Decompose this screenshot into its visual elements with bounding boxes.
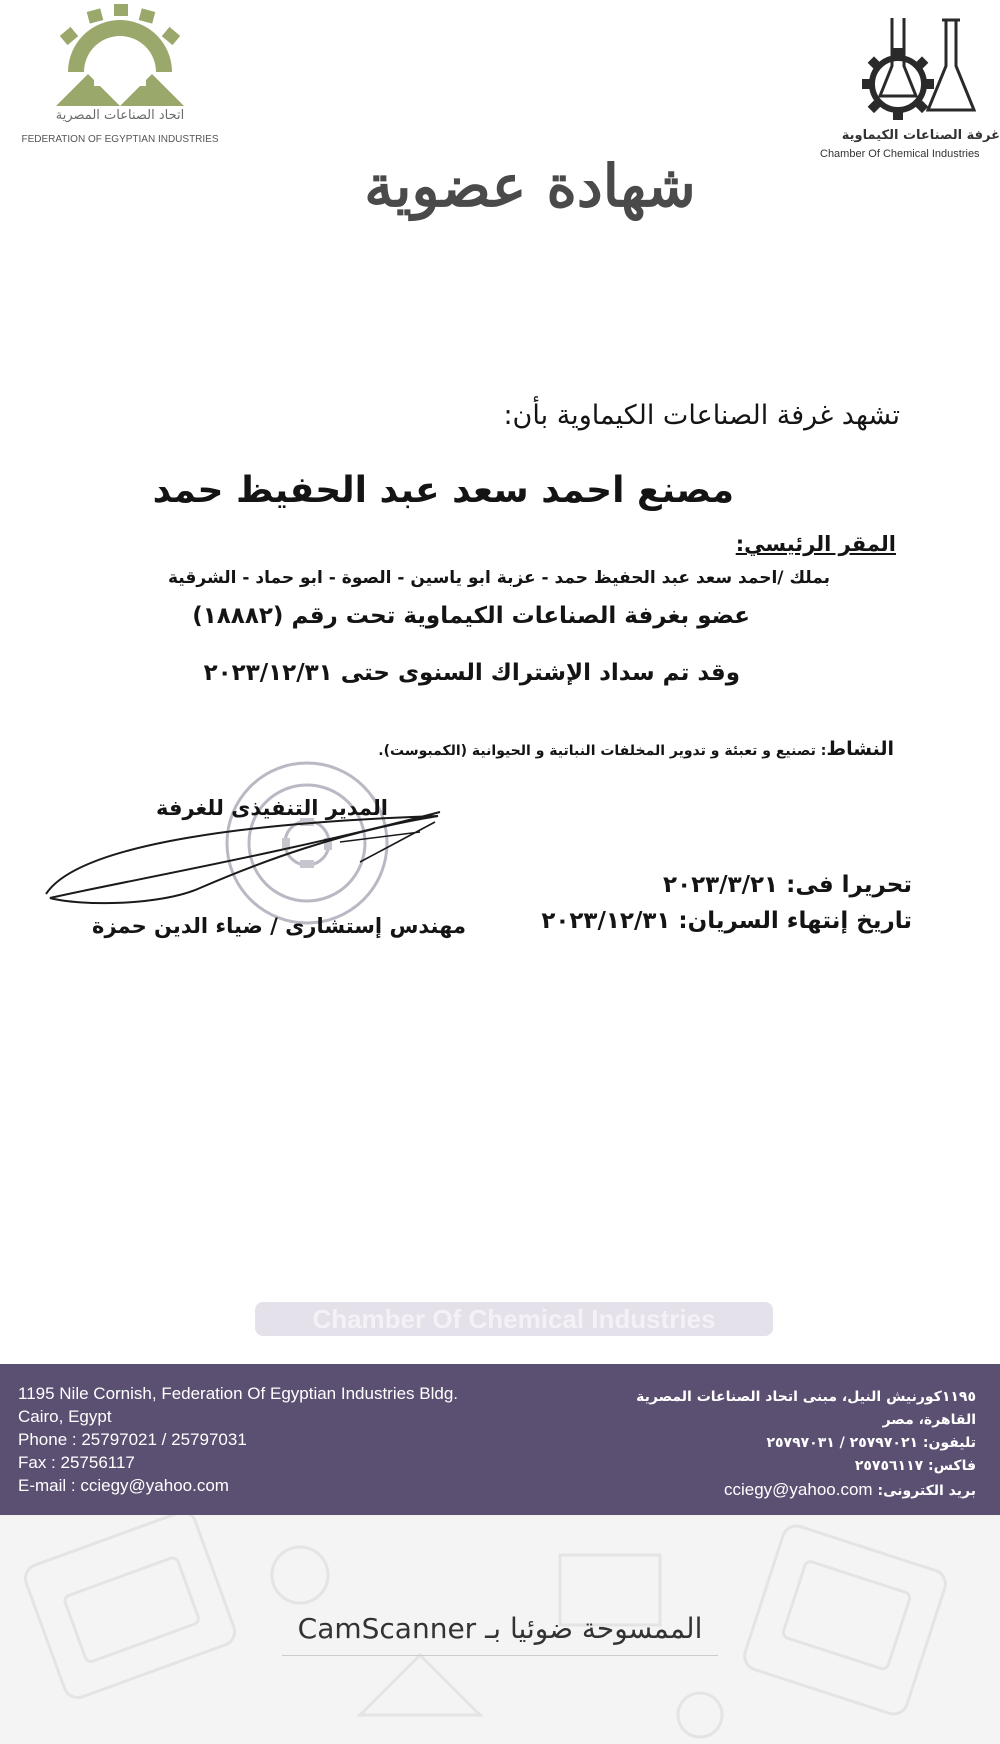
footer-email-ar bbox=[636, 1478, 976, 1503]
federation-gear-logo bbox=[48, 2, 192, 106]
activity-label: النشاط bbox=[826, 738, 894, 760]
chamber-name-en: Chamber Of Chemical Industries bbox=[820, 148, 980, 160]
footer-phone-en: Phone : 25797021 / 25797031 bbox=[18, 1430, 247, 1449]
footer-email-value: cciegy@yahoo.com bbox=[723, 1480, 873, 1499]
expiry-date: تاريخ إنتهاء السريان: ٢٠٢٣/١٢/٣١ bbox=[541, 908, 912, 934]
handwritten-signature bbox=[40, 802, 450, 912]
camscanner-label: الممسوحة ضوئيا بـ CamScanner bbox=[297, 1612, 703, 1645]
footer-city-ar: القاهرة، مصر bbox=[882, 1412, 976, 1428]
subscription-paid: وقد تم سداد الإشتراك السنوى حتى ٢٠٢٣/١٢/٣١ bbox=[203, 660, 740, 686]
footer-fax-en: Fax : 25756117 bbox=[18, 1453, 135, 1472]
footer-band bbox=[0, 1364, 1000, 1515]
director-name: مهندس إستشارى / ضياء الدين حمزة bbox=[92, 914, 466, 938]
chamber-name-ar: غرفة الصناعات الكيماوية bbox=[841, 128, 1000, 143]
membership-number: عضو بغرفة الصناعات الكيماوية تحت رقم (١٨٨٨٢) bbox=[192, 603, 750, 629]
footer-city-en: Cairo, Egypt bbox=[18, 1407, 112, 1426]
footer-contact-ar bbox=[636, 1386, 976, 1503]
footer-fax-ar: فاكس: ٢٥٧٥٦١١٧ bbox=[854, 1458, 976, 1474]
certificate-intro: تشهد غرفة الصناعات الكيماوية بأن: bbox=[503, 400, 900, 431]
federation-name-ar: اتحاد الصناعات المصرية bbox=[55, 108, 185, 123]
hq-label: المقر الرئيسي: bbox=[735, 532, 896, 556]
activity-text: : تصنيع و تعبئة و تدوير المخلفات النباتية و الحيوانية (الكمبوست). bbox=[378, 743, 827, 759]
federation-name-en: FEDERATION OF EGYPTIAN INDUSTRIES bbox=[21, 134, 219, 145]
chamber-watermark: Chamber Of Chemical Industries bbox=[255, 1302, 773, 1336]
footer-email-label-ar: بريد الكترونى: bbox=[877, 1483, 976, 1499]
footer-address-en: 1195 Nile Cornish, Federation Of Egyptian Industries Bldg. bbox=[18, 1384, 459, 1403]
footer-phone-ar: تليفون: ٢٥٧٩٧٠٢١ / ٢٥٧٩٧٠٣١ bbox=[766, 1435, 976, 1451]
issue-date: تحريرا فى: ٢٠٢٣/٣/٢١ bbox=[663, 872, 912, 898]
company-name: مصنع احمد سعد عبد الحفيظ حمد bbox=[152, 470, 734, 511]
certificate-title: شهادة عضوية bbox=[364, 152, 696, 220]
director-title: المدير التنفيذى للغرفة bbox=[155, 796, 388, 820]
chemistry-flask-gear-logo bbox=[858, 14, 976, 124]
footer-address-ar: ١١٩٥كورنيش النيل، مبنى اتحاد الصناعات المصرية bbox=[636, 1389, 976, 1405]
camscanner-divider bbox=[282, 1655, 718, 1656]
activity-row bbox=[378, 738, 894, 760]
footer-contact-en bbox=[18, 1382, 458, 1497]
owner-address: بملك /احمد سعد عبد الحفيظ حمد - عزبة ابو ياسين - الصوة - ابو حماد - الشرقية bbox=[167, 568, 830, 588]
footer-email-en: E-mail : cciegy@yahoo.com bbox=[18, 1476, 229, 1495]
